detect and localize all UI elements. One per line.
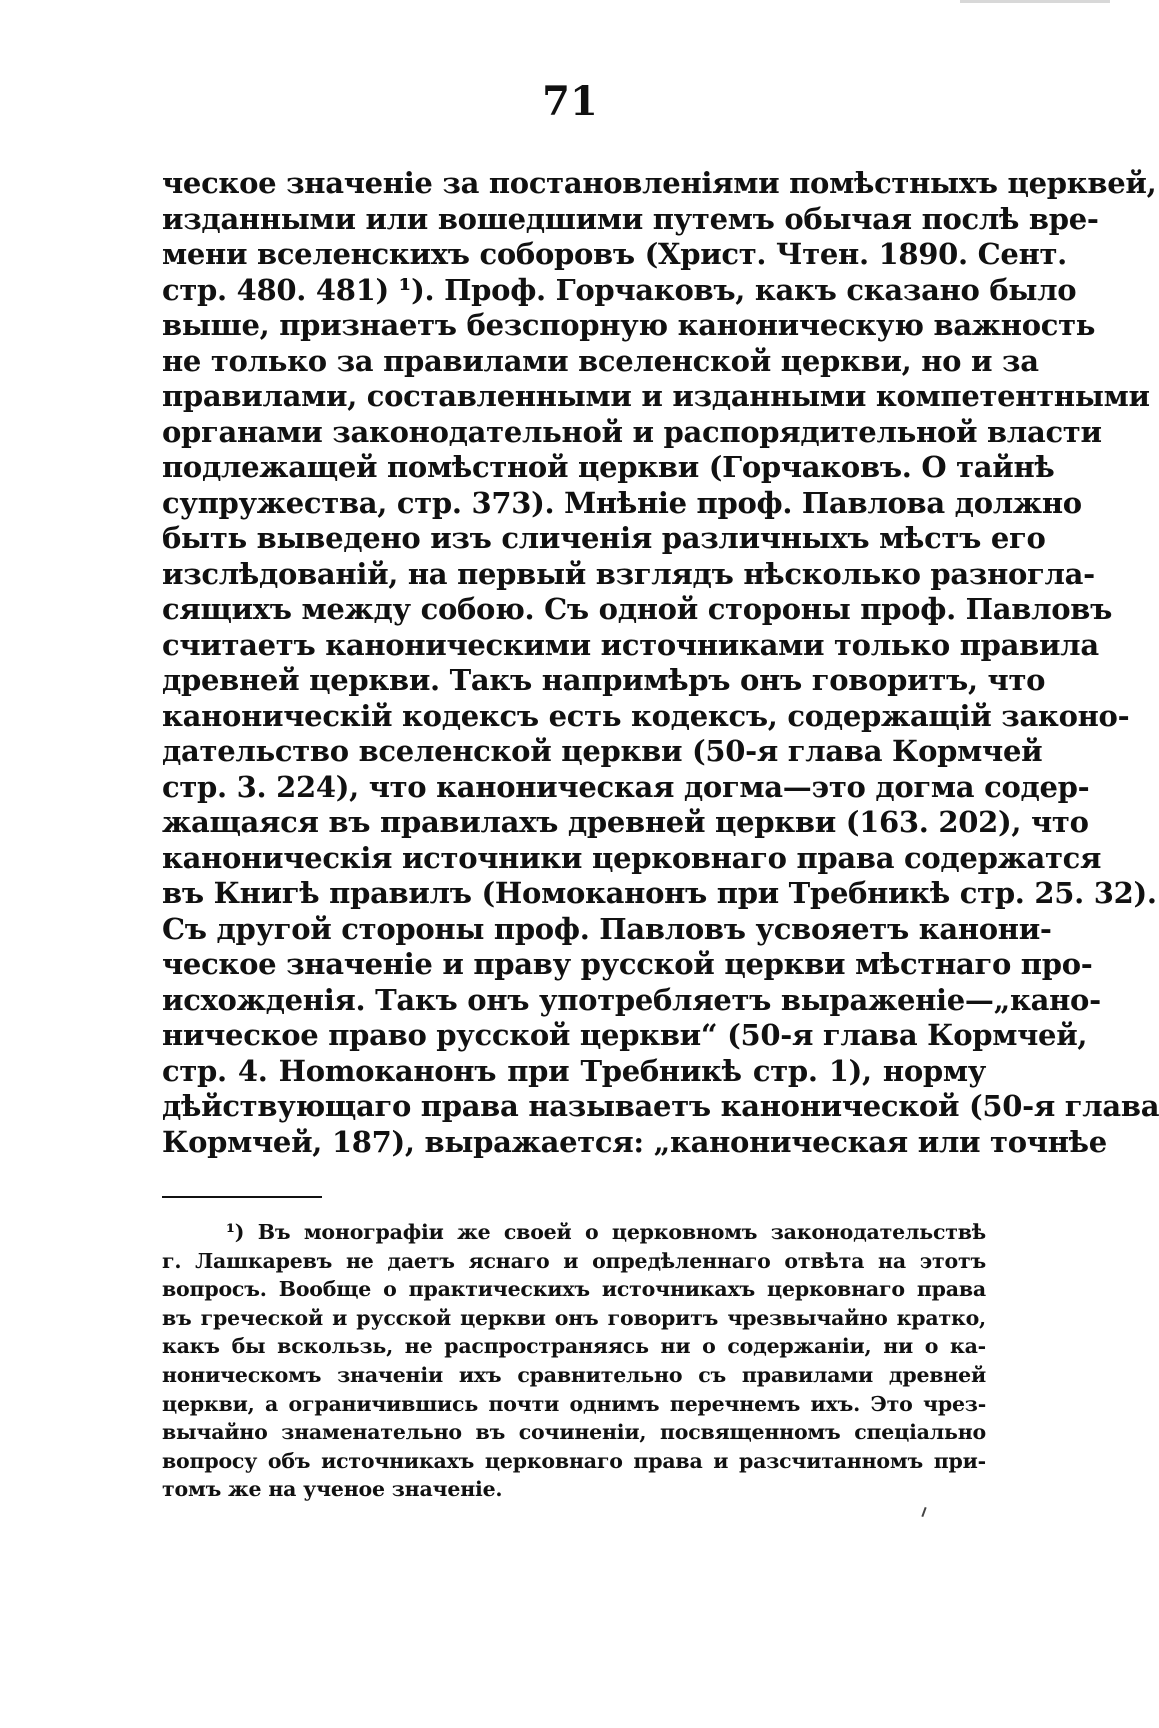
text-line: подлежащей помѣстной церкви (Горчаковъ. О тайнѣ bbox=[162, 450, 1055, 484]
footnote-line: ноническомъ значенiи ихъ сравнительно съ правилами древней bbox=[162, 1362, 986, 1387]
footnote-line: томъ же на ученое значенiе. bbox=[162, 1477, 503, 1502]
text-line: Съ другой стороны проф. Павловъ усвояетъ канони- bbox=[162, 911, 1052, 946]
footnote-line: вопросъ. Вообще о практическихъ источникахъ церковнаго права bbox=[162, 1277, 986, 1302]
text-line: каноническiя источники церковнаго права содержатся bbox=[162, 840, 1102, 875]
footnote-divider bbox=[162, 1196, 322, 1198]
text-line: стр. 4. Нomоканонъ при Требникѣ стр. 1), норму bbox=[162, 1053, 986, 1088]
text-line: изданными или вошедшими путемъ обычая послѣ вре- bbox=[162, 201, 1099, 236]
text-line: быть выведено изъ сличенiя различныхъ мѣстъ его bbox=[162, 521, 1046, 555]
text-line: органами законодательной и распорядительной власти bbox=[162, 414, 1102, 449]
text-line: каноническiй кодексъ есть кодексъ, содержащiй законо- bbox=[162, 698, 1130, 733]
text-line: дѣйствующаго права называетъ канонической (50-я глава bbox=[162, 1089, 1159, 1123]
text-line: жащаяся въ правилахъ древней церкви (163. 202), что bbox=[162, 805, 1089, 839]
text-line: Кормчей, 187), выражается: „каноническая или точнѣе bbox=[162, 1124, 1107, 1159]
text-line: стр. 480. 481) ¹). Проф. Горчаковъ, какъ сказано было bbox=[162, 272, 1077, 307]
text-line: сящихъ между собою. Съ одной стороны проф. Павловъ bbox=[162, 592, 1113, 626]
text-line: супружества, стр. 373). Мнѣнiе проф. Павлова должно bbox=[162, 485, 1082, 520]
text-line: дательство вселенской церкви (50-я глава Кормчей bbox=[162, 734, 1043, 768]
footnote-line: какъ бы вскользь, не распространяясь ни о содержанiи, ни о ка- bbox=[162, 1334, 986, 1359]
text-line: правилами, составленными и изданными компетентными bbox=[162, 379, 1150, 413]
text-line: ческое значенiе за постановленiями помѣстныхъ церквей, bbox=[162, 166, 1157, 200]
text-line: не только за правилами вселенской церкви, но и за bbox=[162, 343, 1039, 378]
text-line: ческое значенiе и праву русской церкви мѣстнаго про- bbox=[162, 947, 1093, 981]
footnote-line: въ греческой и русской церкви онъ говоритъ чрезвычайно кратко, bbox=[162, 1305, 986, 1330]
footnote bbox=[162, 1218, 986, 1504]
footnote-line: г. Лашкаревъ не даетъ яснаго и опредѣленнаго отвѣта на этотъ bbox=[162, 1248, 986, 1273]
text-line: мени вселенскихъ соборовъ (Христ. Чтен. 1890. Сент. bbox=[162, 237, 1067, 271]
text-line: ническое право русской церкви“ (50-я глава Кормчей, bbox=[162, 1018, 1088, 1052]
ink-speck bbox=[921, 1507, 926, 1517]
page-number: 71 bbox=[542, 78, 598, 125]
text-line: изслѣдованiй, на первый взглядъ нѣсколько разногла- bbox=[162, 556, 1095, 591]
text-line: стр. 3. 224), что каноническая догма—это догма содер- bbox=[162, 769, 1090, 804]
footnote-line: вопросу объ источникахъ церковнаго права и разсчитанномъ при- bbox=[162, 1448, 986, 1473]
scan-edge-mark bbox=[960, 0, 1110, 3]
main-text bbox=[162, 166, 1159, 1160]
text-line: выше, признаетъ безспорную каноническую важность bbox=[162, 308, 1096, 342]
text-line: исхожденiя. Такъ онъ употребляетъ выраженiе—„кано- bbox=[162, 982, 1101, 1017]
footnote-line: церкви, а ограничившись почти однимъ перечнемъ ихъ. Это чрез- bbox=[162, 1391, 986, 1416]
footnote-line: вычайно знаменательно въ сочиненiи, посвященномъ спецiально bbox=[162, 1420, 986, 1445]
text-line: въ Книгѣ правилъ (Номоканонъ при Требникѣ стр. 25. 32). bbox=[162, 876, 1157, 910]
text-line: древней церкви. Такъ напримѣръ онъ говоритъ, что bbox=[162, 663, 1046, 697]
text-line: считаетъ каноническими источниками только правила bbox=[162, 627, 1099, 662]
footnote-line: ¹) Въ монографiи же своей о церковномъ законодательствѣ bbox=[226, 1220, 986, 1244]
